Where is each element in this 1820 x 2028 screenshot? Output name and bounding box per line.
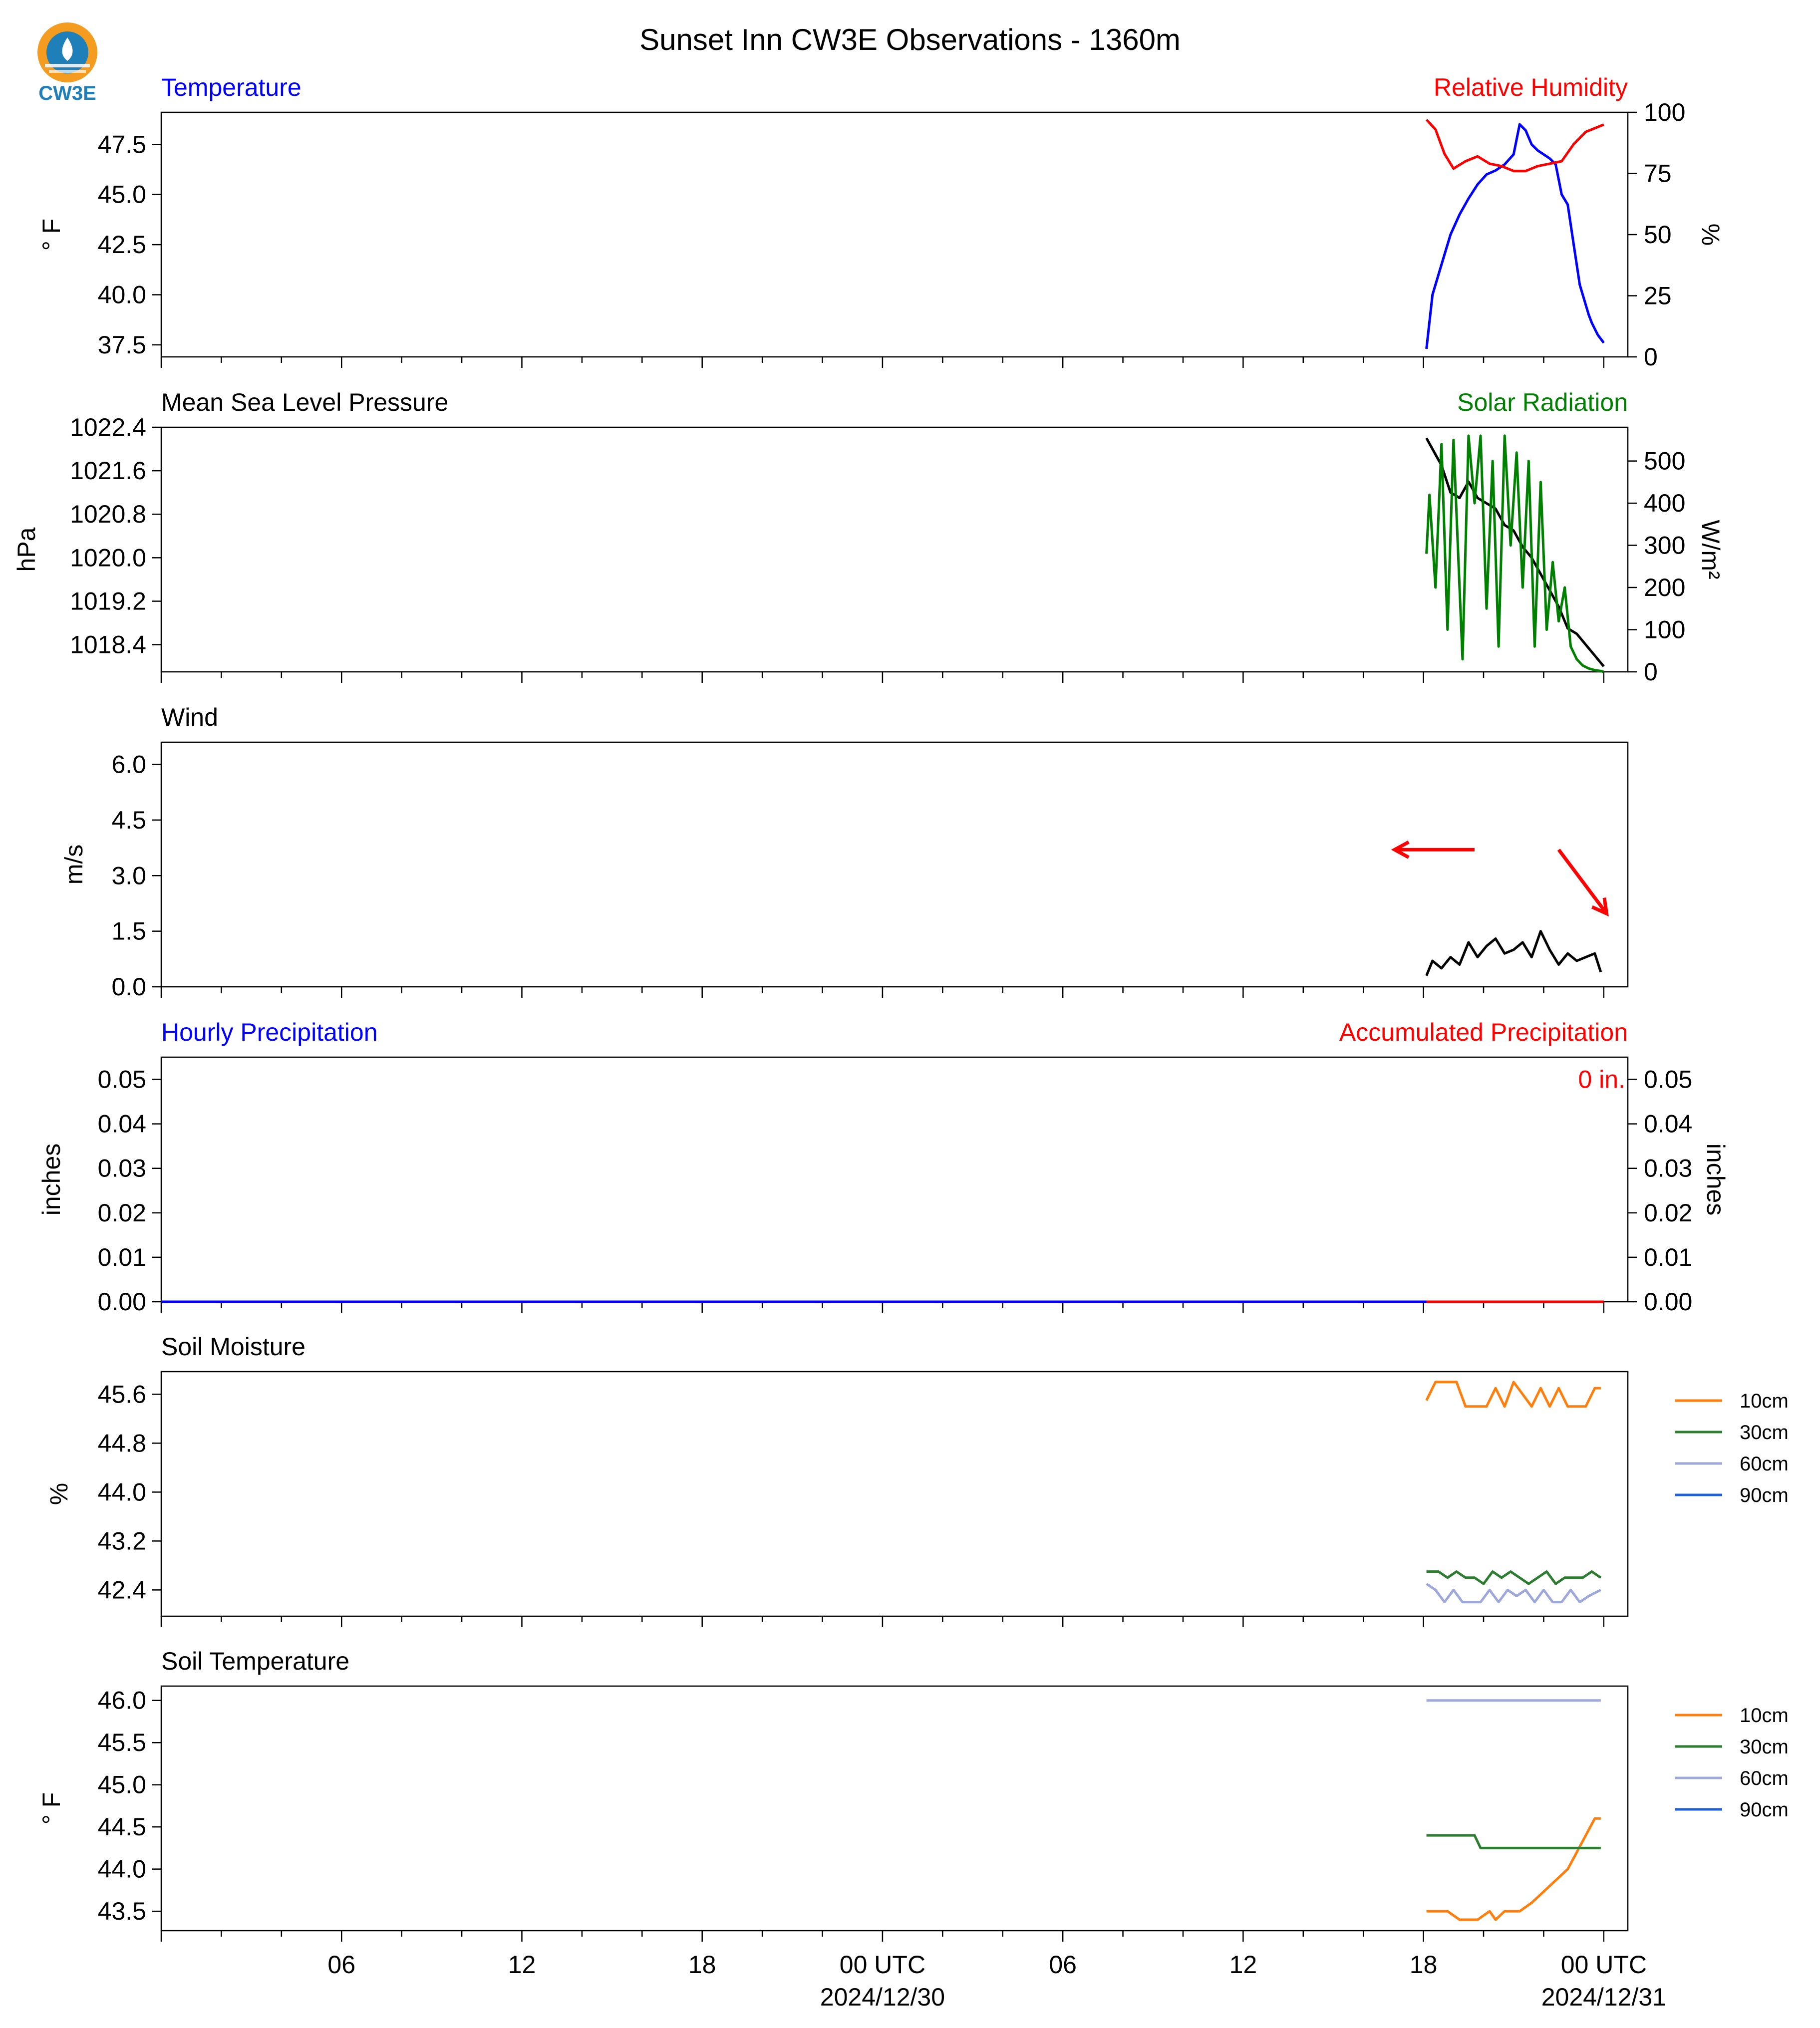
series-solar-line — [1427, 436, 1604, 672]
panel-frame-3 — [161, 1057, 1628, 1302]
ytick-right-label: 500 — [1644, 447, 1686, 475]
ytick-right-label: 200 — [1644, 574, 1686, 602]
ytick-label: 0.00 — [97, 1288, 146, 1316]
ytick-label: 44.0 — [97, 1478, 146, 1506]
ytick-right-label: 0.04 — [1644, 1110, 1693, 1138]
ylabel-0: ° F — [37, 218, 65, 251]
panel-5 — [37, 1647, 1789, 1942]
ylabel-1: hPa — [12, 527, 40, 572]
ytick-right-label: 100 — [1644, 615, 1686, 644]
ytick-label: 0.03 — [97, 1154, 146, 1182]
series-soil_10cm-line — [1427, 1382, 1601, 1407]
ytick-label: 1021.6 — [70, 457, 146, 485]
ytick-label: 44.5 — [97, 1813, 146, 1841]
ytick-right-label: 0.01 — [1644, 1243, 1693, 1271]
panel-frame-1 — [161, 427, 1628, 672]
ytick-label: 1020.8 — [70, 500, 146, 529]
ytick-label: 3.0 — [111, 862, 146, 890]
legend-label-10cm: 10cm — [1740, 1390, 1789, 1412]
panel-frame-2 — [161, 742, 1628, 987]
ytick-right-label: 0.02 — [1644, 1198, 1693, 1227]
xtick-label: 12 — [508, 1951, 536, 1979]
wind-arrow-1 — [1559, 850, 1607, 913]
ytick-label: 42.4 — [97, 1576, 146, 1604]
panel-title-0: Temperature — [161, 73, 302, 101]
ytick-right-label: 0 — [1644, 343, 1658, 371]
ytick-label: 45.5 — [97, 1729, 146, 1757]
xtick-label: 18 — [688, 1951, 716, 1979]
ylabel-2: m/s — [60, 844, 88, 885]
ytick-right-label: 75 — [1644, 159, 1672, 188]
panel-title-2: Wind — [161, 703, 218, 731]
ylabel-3: inches — [37, 1143, 65, 1216]
panel-title-1: Mean Sea Level Pressure — [161, 388, 449, 416]
ytick-label: 45.0 — [97, 180, 146, 209]
x-axis — [327, 1951, 1666, 2011]
ytick-right-label: 50 — [1644, 221, 1672, 249]
xtick-label: 00 UTC — [1560, 1951, 1647, 1979]
xdate-label: 2024/12/30 — [820, 1983, 945, 2011]
series-soil_10cm-line — [1427, 1818, 1601, 1920]
ytick-label: 47.5 — [97, 130, 146, 159]
ytick-right-label: 25 — [1644, 282, 1672, 310]
xtick-label: 00 UTC — [839, 1951, 926, 1979]
xtick-label: 06 — [1049, 1951, 1077, 1979]
ylabel-5: ° F — [37, 1792, 65, 1825]
legend-4 — [1675, 1390, 1789, 1506]
ytick-right-label: 0 — [1644, 658, 1658, 686]
panels — [12, 73, 1789, 1942]
xtick-label: 18 — [1409, 1951, 1438, 1979]
legend-label-90cm: 90cm — [1740, 1484, 1789, 1506]
panel-title-4: Soil Moisture — [161, 1333, 305, 1361]
ytick-right-label: 0.05 — [1644, 1065, 1693, 1094]
ytick-label: 45.0 — [97, 1770, 146, 1799]
panel-title-5: Soil Temperature — [161, 1647, 350, 1675]
legend-label-90cm: 90cm — [1740, 1799, 1789, 1821]
legend-label-30cm: 30cm — [1740, 1422, 1789, 1444]
ytick-label: 1020.0 — [70, 544, 146, 572]
ytick-label: 42.5 — [97, 231, 146, 259]
legend-label-10cm: 10cm — [1740, 1705, 1789, 1727]
legend-5 — [1675, 1705, 1789, 1821]
panel-title-right-0: Relative Humidity — [1433, 73, 1628, 101]
xtick-label: 12 — [1229, 1951, 1257, 1979]
panel-4 — [45, 1333, 1789, 1627]
ytick-label: 44.0 — [97, 1855, 146, 1883]
panel-frame-4 — [161, 1372, 1628, 1616]
ytick-label: 1022.4 — [70, 413, 146, 441]
legend-label-60cm: 60cm — [1740, 1453, 1789, 1475]
panel-title-right-3: Accumulated Precipitation — [1339, 1018, 1628, 1046]
ytick-right-label: 0.00 — [1644, 1288, 1693, 1316]
ylabel-4: % — [45, 1482, 73, 1505]
ytick-label: 44.8 — [97, 1429, 146, 1457]
xtick-label: 06 — [327, 1951, 356, 1979]
panel-title-right-1: Solar Radiation — [1457, 388, 1628, 416]
ytick-right-label: 300 — [1644, 531, 1686, 560]
ytick-label: 0.0 — [111, 973, 146, 1001]
logo-text: CW3E — [38, 82, 96, 104]
ytick-label: 0.01 — [97, 1243, 146, 1271]
ytick-label: 6.0 — [111, 750, 146, 779]
series-wind-line — [1427, 931, 1601, 976]
ytick-label: 1019.2 — [70, 587, 146, 615]
ytick-label: 0.04 — [97, 1110, 146, 1138]
ytick-label: 37.5 — [97, 330, 146, 359]
ytick-label: 4.5 — [111, 806, 146, 834]
ytick-label: 46.0 — [97, 1686, 146, 1715]
ytick-label: 0.02 — [97, 1198, 146, 1227]
panel-0 — [37, 73, 1725, 371]
ytick-label: 1.5 — [111, 917, 146, 945]
ytick-label: 43.2 — [97, 1527, 146, 1555]
ylabel-right-3: inches — [1702, 1143, 1730, 1216]
legend-label-30cm: 30cm — [1740, 1736, 1789, 1758]
ytick-label: 45.6 — [97, 1380, 146, 1409]
ytick-right-label: 100 — [1644, 98, 1686, 126]
panel-frame-5 — [161, 1686, 1628, 1931]
legend-label-60cm: 60cm — [1740, 1767, 1789, 1789]
panel-title-3: Hourly Precipitation — [161, 1018, 378, 1046]
series-soil_30cm-line — [1427, 1835, 1601, 1848]
ytick-label: 1018.4 — [70, 630, 146, 659]
ytick-right-label: 0.03 — [1644, 1154, 1693, 1182]
ytick-label: 43.5 — [97, 1897, 146, 1926]
panel-frame-0 — [161, 112, 1628, 357]
ytick-label: 0.05 — [97, 1065, 146, 1094]
ylabel-right-1: W/m² — [1697, 520, 1725, 579]
accum-annotation: 0 in. — [1578, 1065, 1625, 1094]
xdate-label: 2024/12/31 — [1541, 1983, 1666, 2011]
series-soil_30cm-line — [1427, 1572, 1601, 1584]
ylabel-right-0: % — [1697, 223, 1725, 246]
series-soil_60cm-line — [1427, 1584, 1601, 1602]
panel-3 — [37, 1018, 1730, 1316]
series-temperature-line — [1427, 124, 1604, 349]
panel-1 — [12, 388, 1725, 686]
figure-title: Sunset Inn CW3E Observations - 1360m — [639, 23, 1181, 56]
panel-2 — [60, 703, 1628, 1001]
ytick-label: 40.0 — [97, 281, 146, 309]
ytick-right-label: 400 — [1644, 489, 1686, 518]
